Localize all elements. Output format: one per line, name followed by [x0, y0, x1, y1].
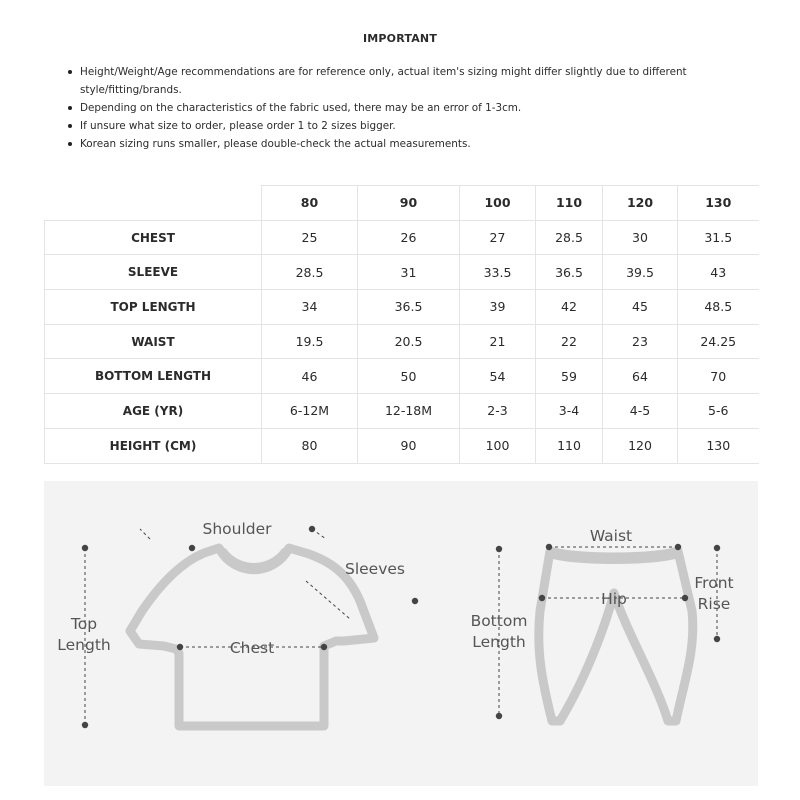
- size-header: 100: [460, 186, 536, 221]
- table-row: [45, 359, 759, 394]
- table-cell: 19.5: [262, 324, 358, 359]
- table-cell: 21: [460, 324, 536, 359]
- table-cell: 80: [262, 428, 358, 463]
- table-cell: 27: [460, 220, 536, 255]
- table-row: [45, 324, 759, 359]
- shoulder-label: Shoulder: [202, 520, 272, 538]
- table-row: [45, 428, 759, 463]
- table-cell: 39: [460, 290, 536, 325]
- top-length-label-line1: Top: [70, 615, 98, 633]
- table-cell: 48.5: [678, 290, 759, 325]
- table-cell: 28.5: [262, 255, 358, 290]
- row-label: BOTTOM LENGTH: [45, 359, 262, 394]
- measurement-diagram-panel: [44, 481, 758, 786]
- table-row: [45, 394, 759, 429]
- table-cell: 110: [536, 428, 603, 463]
- table-cell: 24.25: [678, 324, 759, 359]
- size-header: 110: [536, 186, 603, 221]
- table-cell: 54: [460, 359, 536, 394]
- size-header: 80: [262, 186, 358, 221]
- table-cell: 64: [603, 359, 678, 394]
- table-cell: 90: [358, 428, 460, 463]
- front-rise-label-line2: Rise: [697, 595, 731, 613]
- chest-label: Chest: [229, 639, 275, 657]
- hip-label: Hip: [601, 590, 627, 608]
- measurement-diagram: [44, 481, 758, 786]
- row-label: WAIST: [45, 324, 262, 359]
- note-item: If unsure what size to order, please order 1 to 2 sizes bigger.: [66, 117, 746, 135]
- bottom-length-label-line1: Bottom: [470, 612, 528, 630]
- table-cell: 12-18M: [358, 394, 460, 429]
- front-rise-label-line1: Front: [694, 574, 734, 592]
- table-cell: 59: [536, 359, 603, 394]
- table-cell: 50: [358, 359, 460, 394]
- waist-label: Waist: [589, 527, 633, 545]
- top-length-label-line2: Length: [57, 636, 111, 654]
- row-label: TOP LENGTH: [45, 290, 262, 325]
- sweatshirt-outline-icon: [130, 548, 374, 726]
- table-cell: 31: [358, 255, 460, 290]
- table-cell: 43: [678, 255, 759, 290]
- table-cell: 22: [536, 324, 603, 359]
- table-cell: 33.5: [460, 255, 536, 290]
- table-cell: 26: [358, 220, 460, 255]
- table-cell: 6-12M: [262, 394, 358, 429]
- note-item: Height/Weight/Age recommendations are for reference only, actual item's sizing might differ slightly due to different style/fitting/brands.: [66, 63, 746, 99]
- size-chart-table: [44, 185, 759, 464]
- table-cell: 3-4: [536, 394, 603, 429]
- table-cell: 23: [603, 324, 678, 359]
- table-cell: 120: [603, 428, 678, 463]
- sleeves-label: Sleeves: [344, 560, 406, 578]
- row-label: CHEST: [45, 220, 262, 255]
- table-cell: 36.5: [536, 255, 603, 290]
- table-cell: 28.5: [536, 220, 603, 255]
- row-label: HEIGHT (CM): [45, 428, 262, 463]
- table-row: [45, 255, 759, 290]
- bottom-length-label-line2: Length: [472, 633, 526, 651]
- row-label: SLEEVE: [45, 255, 262, 290]
- table-cell: 31.5: [678, 220, 759, 255]
- pants-outline-icon: [539, 551, 693, 721]
- table-cell: 45: [603, 290, 678, 325]
- table-cell: 4-5: [603, 394, 678, 429]
- table-cell: 5-6: [678, 394, 759, 429]
- table-cell: 39.5: [603, 255, 678, 290]
- table-cell: 46: [262, 359, 358, 394]
- table-cell: 2-3: [460, 394, 536, 429]
- table-cell: 25: [262, 220, 358, 255]
- table-cell: 100: [460, 428, 536, 463]
- table-cell: 20.5: [358, 324, 460, 359]
- table-cell: 42: [536, 290, 603, 325]
- size-header: 90: [358, 186, 460, 221]
- size-header: 130: [678, 186, 759, 221]
- table-cell: 30: [603, 220, 678, 255]
- page-title: IMPORTANT: [362, 32, 438, 45]
- table-corner-cell: [45, 186, 262, 221]
- table-cell: 130: [678, 428, 759, 463]
- note-item: Korean sizing runs smaller, please double-check the actual measurements.: [66, 135, 746, 153]
- table-row: [45, 220, 759, 255]
- table-cell: 70: [678, 359, 759, 394]
- size-header: 120: [603, 186, 678, 221]
- table-row: [45, 290, 759, 325]
- row-label: AGE (YR): [45, 394, 262, 429]
- table-cell: 34: [262, 290, 358, 325]
- note-item: Depending on the characteristics of the fabric used, there may be an error of 1-3cm.: [66, 99, 746, 117]
- table-cell: 36.5: [358, 290, 460, 325]
- notes-list: [66, 63, 746, 153]
- size-header-row: [45, 186, 759, 221]
